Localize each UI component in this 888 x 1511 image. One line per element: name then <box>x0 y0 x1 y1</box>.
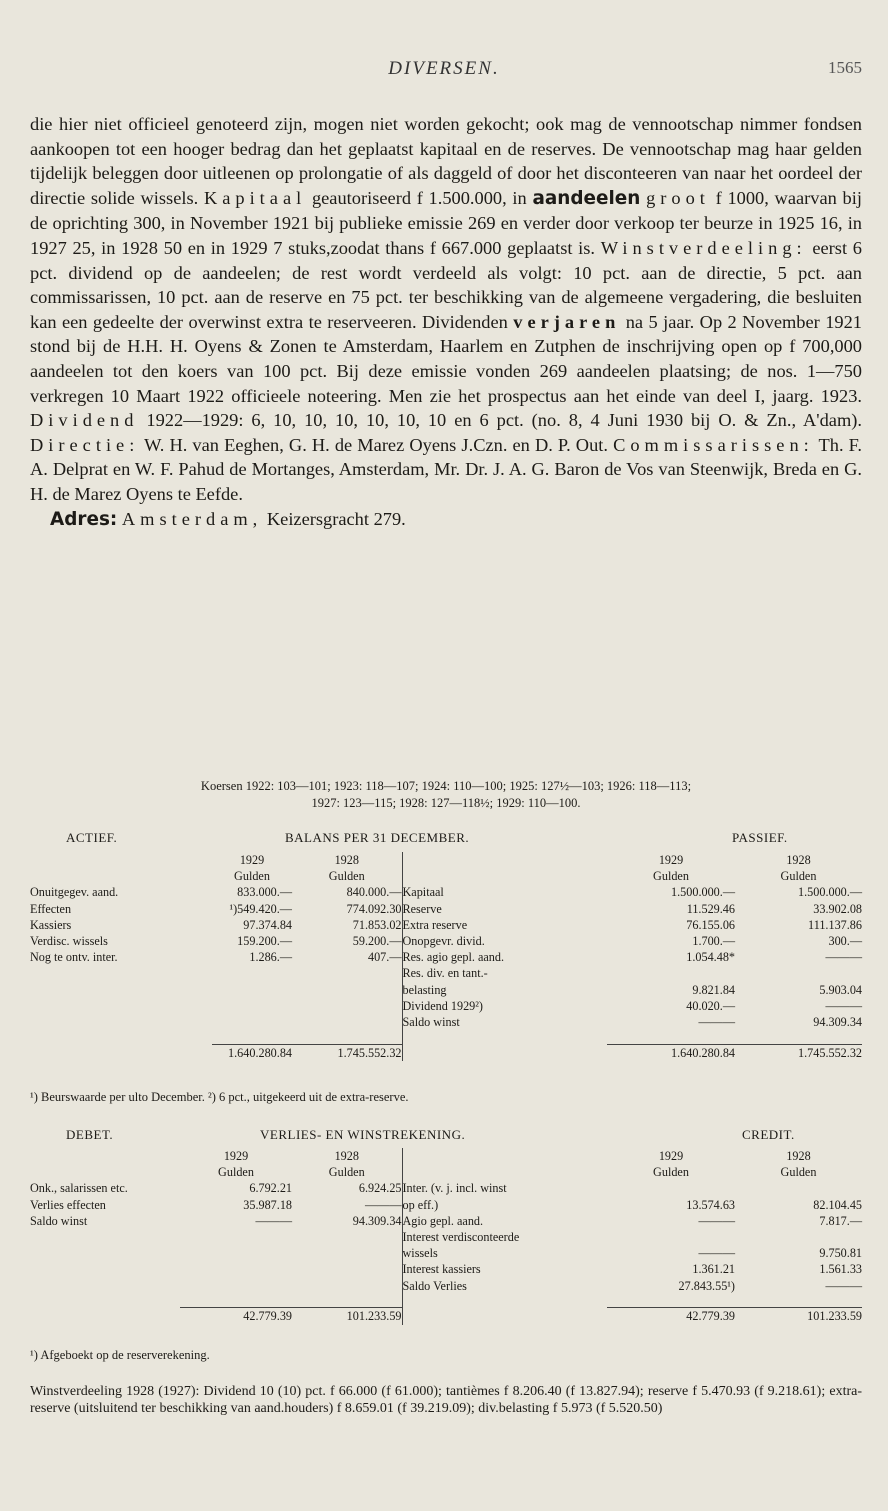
value-cell: ——— <box>825 998 862 1013</box>
blank-cell <box>607 1294 735 1308</box>
value-cell <box>292 982 402 998</box>
adres-street: Keizersgracht 279. <box>266 508 406 529</box>
table-row <box>30 1261 862 1277</box>
value-cell <box>735 1180 862 1196</box>
row-label: Inter. (v. j. incl. winst <box>402 1180 607 1196</box>
blank-cell <box>30 1294 180 1308</box>
row-label: Res. agio gepl. aand. <box>402 949 607 965</box>
row-label: Interest verdisconteerde <box>402 1229 607 1245</box>
row-label: Dividend 1929²) <box>402 998 607 1014</box>
table-row <box>30 1180 862 1196</box>
row-label: Effecten <box>30 901 72 916</box>
value-cell: ¹)549.420.— <box>229 901 292 916</box>
value-cell: 94.309.34 <box>352 1213 402 1228</box>
spacer-row <box>30 1294 862 1308</box>
total-cell: 101.233.59 <box>292 1308 402 1325</box>
table-row <box>30 1229 862 1245</box>
blank-cell <box>402 1148 607 1164</box>
year-header: 1929 <box>223 1149 249 1163</box>
row-label: Saldo Verlies <box>402 1278 607 1294</box>
address-line <box>30 507 862 533</box>
row-label: Interest kassiers <box>402 1261 607 1277</box>
commissarissen-label: Commissarissen: <box>613 434 814 455</box>
verlies-footnote: ¹) Afgeboekt op de reserverekening. <box>30 1348 210 1362</box>
total-cell: 101.233.59 <box>735 1308 862 1325</box>
row-label <box>30 965 212 981</box>
value-cell <box>607 1229 735 1245</box>
actief-title: ACTIEF. <box>66 830 118 845</box>
balans-footnote: ¹) Beurswaarde per ulto December. ²) 6 pct., uitgekeerd uit de extra-reserve. <box>30 1090 409 1104</box>
year-header: 1928 <box>786 853 811 867</box>
total-cell: 1.640.280.84 <box>212 1044 292 1061</box>
koersen-block <box>30 778 862 812</box>
verjaren-label: verjaren <box>513 311 621 332</box>
value-cell: 159.200.— <box>237 934 292 949</box>
value-cell <box>292 965 402 981</box>
unit-header: Gulden <box>218 1165 254 1180</box>
value-cell: ——— <box>255 1213 292 1228</box>
value-cell: ——— <box>698 1213 735 1228</box>
running-title: DIVERSEN. <box>388 58 500 79</box>
value-cell <box>292 998 402 1014</box>
year-header: 1928 <box>334 1149 359 1163</box>
text-p1: die hier niet officieel genoteerd zijn, mogen niet worden gekocht; ook mag de vennootschap nimmer fondsen aankoopen tot een hooger bedrag dan het geplaatst kapitaal en de reserves. De vennootschap mag haar gelden tijdelijk beleggen door uitleenen op prolongatie of als daggeld of door het disconteeren van naar het oordeel der directie solide wissels. <box>30 114 862 208</box>
table-row <box>30 982 862 998</box>
value-cell: 840.000.— <box>346 885 402 900</box>
adres-city: Amsterdam, <box>121 508 263 529</box>
value-cell: 1.054.48* <box>686 950 735 965</box>
row-label <box>30 1278 180 1294</box>
year-header: 1929 <box>658 853 684 867</box>
row-label: Reserve <box>402 901 607 917</box>
row-label: Onk., salarissen etc. <box>30 1181 128 1196</box>
value-cell: 1.286.— <box>249 950 292 965</box>
blank-cell <box>402 1030 607 1044</box>
value-cell <box>180 1261 292 1277</box>
blank-cell <box>402 1044 607 1061</box>
value-cell <box>292 1229 402 1245</box>
value-cell <box>180 1278 292 1294</box>
value-cell: 1.500.000.— <box>798 885 862 900</box>
row-label: belasting <box>402 982 607 998</box>
value-cell: ——— <box>698 1246 735 1261</box>
text-p6: 1922—1929: 6, 10, 10, 10, 10, 10, 10 en 6 pct. (no. 8, 4 Juni 1930 bij O. & Zn., A'dam). <box>146 410 862 431</box>
aandeelen-label: aandeelen <box>532 187 641 209</box>
row-label <box>30 1261 180 1277</box>
row-label: Kapitaal <box>402 884 607 900</box>
value-cell: 33.902.08 <box>813 901 862 916</box>
year-header-row <box>30 852 862 868</box>
blank-cell <box>212 1030 292 1044</box>
value-cell <box>180 1229 292 1245</box>
table-row <box>30 1197 862 1213</box>
value-cell: 9.750.81 <box>819 1246 862 1261</box>
text-p4: eerst 6 pct. dividend op de aandeelen; de rest wordt verdeeld als volgt: 10 pct. aan de directie, 5 pct. aan commissarissen, 10 pct. aan de reserve en 75 pct. ter beschikking van de algemeene vergadering, die besluiten kan een gedeelte der overwinst extra te reserveeren. Dividenden <box>30 237 862 332</box>
year-header-row <box>30 1148 862 1164</box>
value-cell: 1.500.000.— <box>671 885 735 900</box>
unit-header: Gulden <box>653 1165 689 1180</box>
value-cell: 6.924.25 <box>358 1181 402 1196</box>
koersen-line-2: 1927: 123—115; 1928: 127—118½; 1929: 110—100. <box>311 796 581 810</box>
row-label: Extra reserve <box>402 917 607 933</box>
text-p7: W. H. van Eeghen, G. H. de Marez Oyens J.Czn. en D. P. Out. <box>144 434 608 455</box>
blank-cell <box>402 1164 607 1180</box>
row-label: Verdisc. wissels <box>30 934 108 949</box>
table-row <box>30 1014 862 1030</box>
blank-cell <box>30 1030 212 1044</box>
totals-row <box>30 1044 862 1061</box>
blank-cell <box>30 1148 180 1164</box>
row-label: Verlies effecten <box>30 1197 106 1212</box>
year-header: 1928 <box>334 853 359 867</box>
blank-cell <box>292 1294 402 1308</box>
blank-cell <box>30 1164 180 1180</box>
value-cell: 11.529.46 <box>686 901 735 916</box>
table-row <box>30 1245 862 1261</box>
row-label <box>30 1245 180 1261</box>
value-cell: 111.137.86 <box>808 917 862 932</box>
text-p8: Th. F. A. Delprat en W. F. Pahud de Mortanges, Amsterdam, Mr. Dr. J. A. G. Baron de Vos van Steenwijk, Breda en G. H. de Marez Oyens te Eefde. <box>30 434 863 504</box>
table-row <box>30 998 862 1014</box>
value-cell <box>735 1229 862 1245</box>
value-cell: 13.574.63 <box>686 1197 735 1212</box>
verlies-table-wrap <box>30 1148 862 1325</box>
total-cell: 1.640.280.84 <box>607 1044 735 1061</box>
blank-cell <box>402 868 607 884</box>
row-label: Saldo winst <box>30 1213 88 1228</box>
total-cell: 42.779.39 <box>607 1308 735 1325</box>
verlies-table <box>30 1148 862 1325</box>
value-cell: 76.155.06 <box>686 917 735 932</box>
value-cell <box>607 965 735 981</box>
row-label <box>30 1229 180 1245</box>
value-cell <box>292 1261 402 1277</box>
value-cell: 82.104.45 <box>813 1197 862 1212</box>
total-cell: 42.779.39 <box>180 1308 292 1325</box>
verlies-titles <box>30 1127 862 1145</box>
blank-cell <box>30 1044 212 1061</box>
table-row <box>30 949 862 965</box>
total-cell: 1.745.552.32 <box>292 1044 402 1061</box>
page-number: 1565 <box>828 58 862 77</box>
page-header <box>0 58 888 86</box>
unit-header: Gulden <box>653 869 689 884</box>
blank-cell <box>292 1030 402 1044</box>
unit-header-row <box>30 868 862 884</box>
blank-cell <box>402 1294 607 1308</box>
table-row <box>30 1213 862 1229</box>
value-cell: 9.821.84 <box>692 982 735 997</box>
winstverdeeling-text: Winstverdeeling 1928 (1927): Dividend 10 (10) pct. f 66.000 (f 61.000); tantièmes f 8.206.40 (f 13.827.94); reserve f 5.470.93 (f 9.218.61); extra-reserve (uitsluitend ter beschikking van aand.houders) f 8.659.01 (f 39.219.09); div.belasting f 5.973 (f 5.520.50) <box>30 1384 862 1416</box>
table-row <box>30 933 862 949</box>
value-cell: 774.092.30 <box>346 901 402 916</box>
debet-title: DEBET. <box>66 1127 114 1142</box>
value-cell: 833.000.— <box>237 885 292 900</box>
credit-title: CREDIT. <box>742 1127 795 1142</box>
value-cell: 71.853.02 <box>352 917 402 932</box>
balans-titles <box>30 830 862 848</box>
body-text <box>30 112 862 532</box>
row-label: Onopgevr. divid. <box>402 933 607 949</box>
text-p2: geautoriseerd f 1.500.000, in <box>311 187 527 208</box>
value-cell: ——— <box>698 1015 735 1030</box>
value-cell <box>180 1245 292 1261</box>
unit-header: Gulden <box>328 1165 365 1180</box>
value-cell: 1.700.— <box>692 934 735 949</box>
spacer-row <box>30 1030 862 1044</box>
balans-table-wrap <box>30 852 862 1061</box>
row-label: Kassiers <box>30 917 72 932</box>
row-label: Saldo winst <box>402 1014 607 1030</box>
value-cell: 407.— <box>367 950 402 965</box>
groot-label: groot <box>646 187 710 208</box>
table-row <box>30 965 862 981</box>
value-cell <box>212 1014 292 1030</box>
verlies-title: VERLIES- EN WINSTREKENING. <box>260 1127 466 1142</box>
kapitaal-label: Kapitaal <box>203 187 307 208</box>
value-cell: 5.903.04 <box>819 982 862 997</box>
blank-cell <box>402 1308 607 1325</box>
value-cell <box>607 1180 735 1196</box>
passief-title: PASSIEF. <box>732 830 788 845</box>
text-p3: f 1000, waarvan bij de oprichting 300, in November 1921 bij publieke emissie 269 en verder door verkoop ter beurze in 1925 16, in 1927 25, in 1928 50 en in 1929 7 stuks,zoodat thans f 667.000 geplaatst is. <box>30 187 862 258</box>
value-cell: 1.561.33 <box>819 1262 862 1277</box>
unit-header: Gulden <box>780 1165 817 1180</box>
blank-cell <box>30 1308 180 1325</box>
koersen-line-1: Koersen 1922: 103—101; 1923: 118—107; 1924: 110—100; 1925: 127½—103; 1926: 118—113; <box>200 779 692 793</box>
value-cell <box>735 965 862 981</box>
blank-cell <box>735 1030 862 1044</box>
blank-cell <box>30 852 212 868</box>
directie-label: Directie: <box>30 434 140 455</box>
balans-title: BALANS PER 31 DECEMBER. <box>285 830 470 845</box>
value-cell: 6.792.21 <box>249 1181 292 1196</box>
blank-cell <box>607 1030 735 1044</box>
value-cell: 40.020.— <box>686 998 735 1013</box>
body-paragraph <box>30 112 862 507</box>
value-cell: 35.987.18 <box>243 1197 292 1212</box>
value-cell: 7.817.— <box>819 1213 862 1228</box>
value-cell <box>212 965 292 981</box>
value-cell <box>212 998 292 1014</box>
value-cell <box>292 1245 402 1261</box>
value-cell: 300.— <box>828 934 862 949</box>
year-header: 1929 <box>239 853 265 867</box>
row-label <box>30 1014 212 1030</box>
value-cell: 97.374.84 <box>243 917 292 932</box>
row-label <box>30 998 212 1014</box>
row-label: Res. div. en tant.- <box>402 965 607 981</box>
table-row <box>30 1278 862 1294</box>
value-cell: 1.361.21 <box>692 1262 735 1277</box>
total-cell: 1.745.552.32 <box>735 1044 862 1061</box>
value-cell: ——— <box>825 950 862 965</box>
value-cell: ——— <box>825 1278 862 1293</box>
unit-header: Gulden <box>780 869 817 884</box>
value-cell: ——— <box>364 1197 402 1212</box>
unit-header-row <box>30 1164 862 1180</box>
year-header: 1928 <box>786 1149 811 1163</box>
winstverdeeling-label: Winstverdeeling: <box>600 237 807 258</box>
unit-header: Gulden <box>234 869 270 884</box>
blank-cell <box>180 1294 292 1308</box>
table-row <box>30 901 862 917</box>
adres-label: Adres: <box>50 508 118 530</box>
value-cell <box>212 982 292 998</box>
balans-table <box>30 852 862 1061</box>
blank-cell <box>402 852 607 868</box>
blank-cell <box>30 868 212 884</box>
row-label: Nog te ontv. inter. <box>30 950 118 965</box>
value-cell: 27.843.55¹) <box>678 1278 735 1293</box>
value-cell: 94.309.34 <box>813 1015 862 1030</box>
dividend-label: Dividend <box>30 410 139 431</box>
blank-cell <box>735 1294 862 1308</box>
table-row <box>30 917 862 933</box>
value-cell: 59.200.— <box>352 934 402 949</box>
unit-header: Gulden <box>328 869 365 884</box>
row-label: wissels <box>402 1245 607 1261</box>
text-p5: na 5 jaar. Op 2 November 1921 stond bij de H.H. H. Oyens & Zonen te Amsterdam, Haarlem en Zutphen de inschrijving open op f 700,000 aandeelen tot den koers van 100 pct. Bij deze emissie vonden 269 aandeelen plaatsing; de nos. 1—750 verkregen 10 Maart 1922 officieele noteering. Men zie het prospectus aan het einde van deel I, jaarg. 1923. <box>30 311 862 406</box>
year-header: 1929 <box>658 1149 684 1163</box>
row-label: op eff.) <box>402 1197 607 1213</box>
value-cell <box>292 1014 402 1030</box>
row-label: Agio gepl. aand. <box>402 1213 607 1229</box>
row-label: Onuitgegev. aand. <box>30 885 119 900</box>
totals-row <box>30 1308 862 1325</box>
table-row <box>30 884 862 900</box>
row-label <box>30 982 212 998</box>
value-cell <box>292 1278 402 1294</box>
